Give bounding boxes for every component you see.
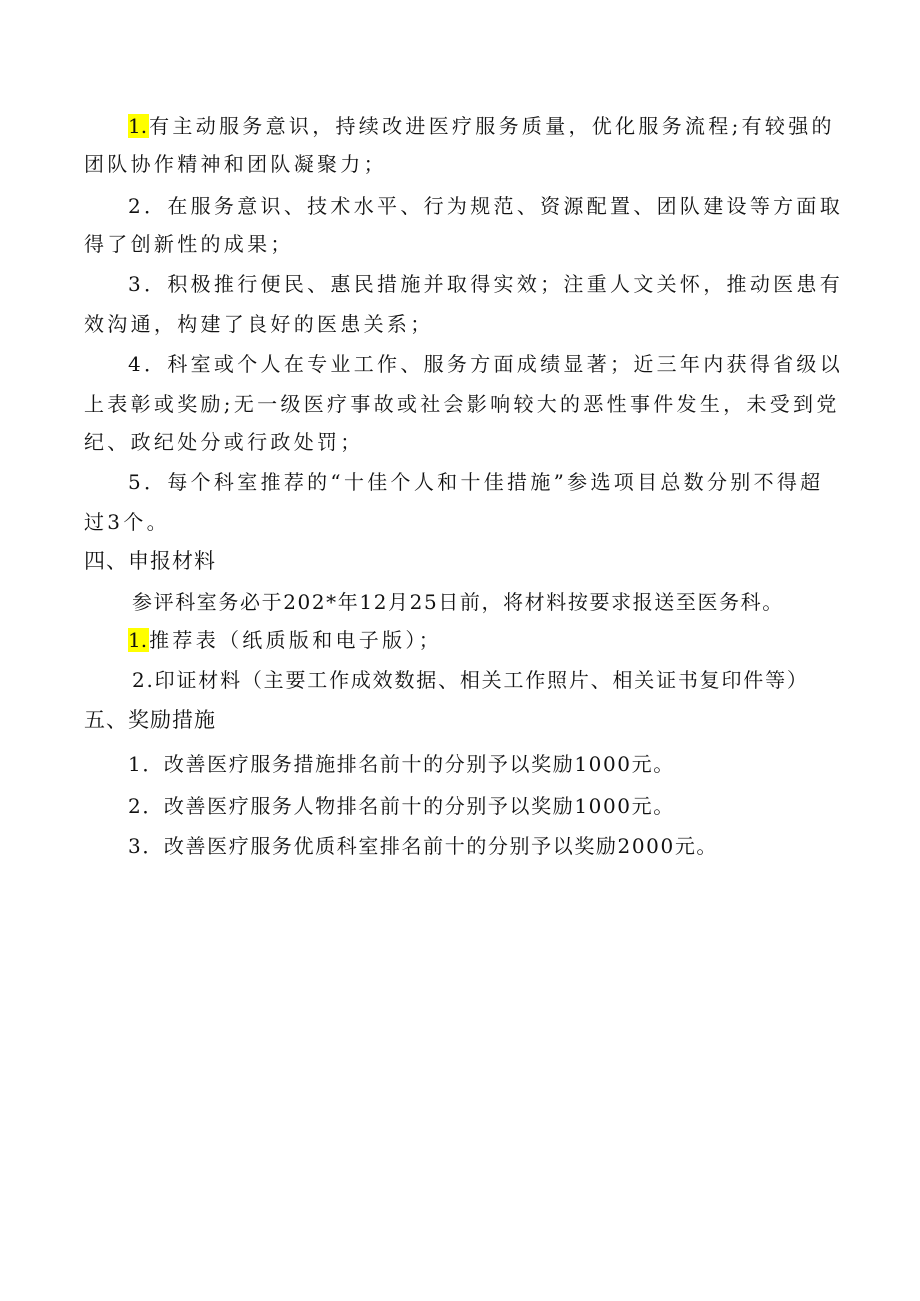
criteria-item-3-line-1: 3．积极推行便民、惠民措施并取得实效；注重人文关怀，推动医患有 bbox=[128, 272, 844, 296]
materials-item-2: 2.印证材料（主要工作成效数据、相关工作照片、相关证书复印件等） bbox=[132, 668, 809, 692]
highlighted-number: 1. bbox=[128, 114, 148, 138]
criteria-item-4-line-2: 上表彰或奖励;无一级医疗事故或社会影响较大的恶性事件发生，未受到党 bbox=[84, 392, 840, 416]
criteria-item-5-line-2: 过3个。 bbox=[84, 510, 170, 534]
criteria-item-2-line-1: 2．在服务意识、技术水平、行为规范、资源配置、团队建设等方面取 bbox=[128, 194, 844, 218]
materials-item-1 bbox=[128, 626, 442, 654]
materials-item-1-text: 推荐表（纸质版和电子版）； bbox=[149, 628, 442, 652]
criteria-item-1-line-2: 团队协作精神和团队凝聚力； bbox=[84, 152, 387, 176]
reward-item-3: 3．改善医疗服务优质科室排名前十的分别予以奖励2000元。 bbox=[128, 834, 719, 858]
criteria-item-2-line-2: 得了创新性的成果； bbox=[84, 232, 294, 256]
criteria-item-1-text: 有主动服务意识，持续改进医疗服务质量，优化服务流程;有较强的 bbox=[149, 114, 835, 138]
criteria-item-3-line-2: 效沟通，构建了良好的医患关系； bbox=[84, 312, 434, 336]
highlighted-number: 1. bbox=[128, 628, 148, 652]
section-heading-materials: 四、申报材料 bbox=[84, 549, 216, 573]
section-heading-rewards: 五、奖励措施 bbox=[84, 708, 216, 732]
criteria-item-4-line-3: 纪、政纪处分或行政处罚； bbox=[84, 430, 364, 454]
reward-item-2: 2．改善医疗服务人物排名前十的分别予以奖励1000元。 bbox=[128, 794, 675, 818]
reward-item-1: 1．改善医疗服务措施排名前十的分别予以奖励1000元。 bbox=[128, 752, 675, 776]
criteria-item-4-line-1: 4．科室或个人在专业工作、服务方面成绩显著；近三年内获得省级以 bbox=[128, 352, 844, 376]
criteria-item-5-line-1: 5．每个科室推荐的“十佳个人和十佳措施”参选项目总数分别不得超 bbox=[128, 470, 824, 494]
criteria-item-1-line-1 bbox=[128, 112, 835, 140]
materials-intro: 参评科室务必于202*年12月25日前，将材料按要求报送至医务科。 bbox=[132, 590, 784, 614]
